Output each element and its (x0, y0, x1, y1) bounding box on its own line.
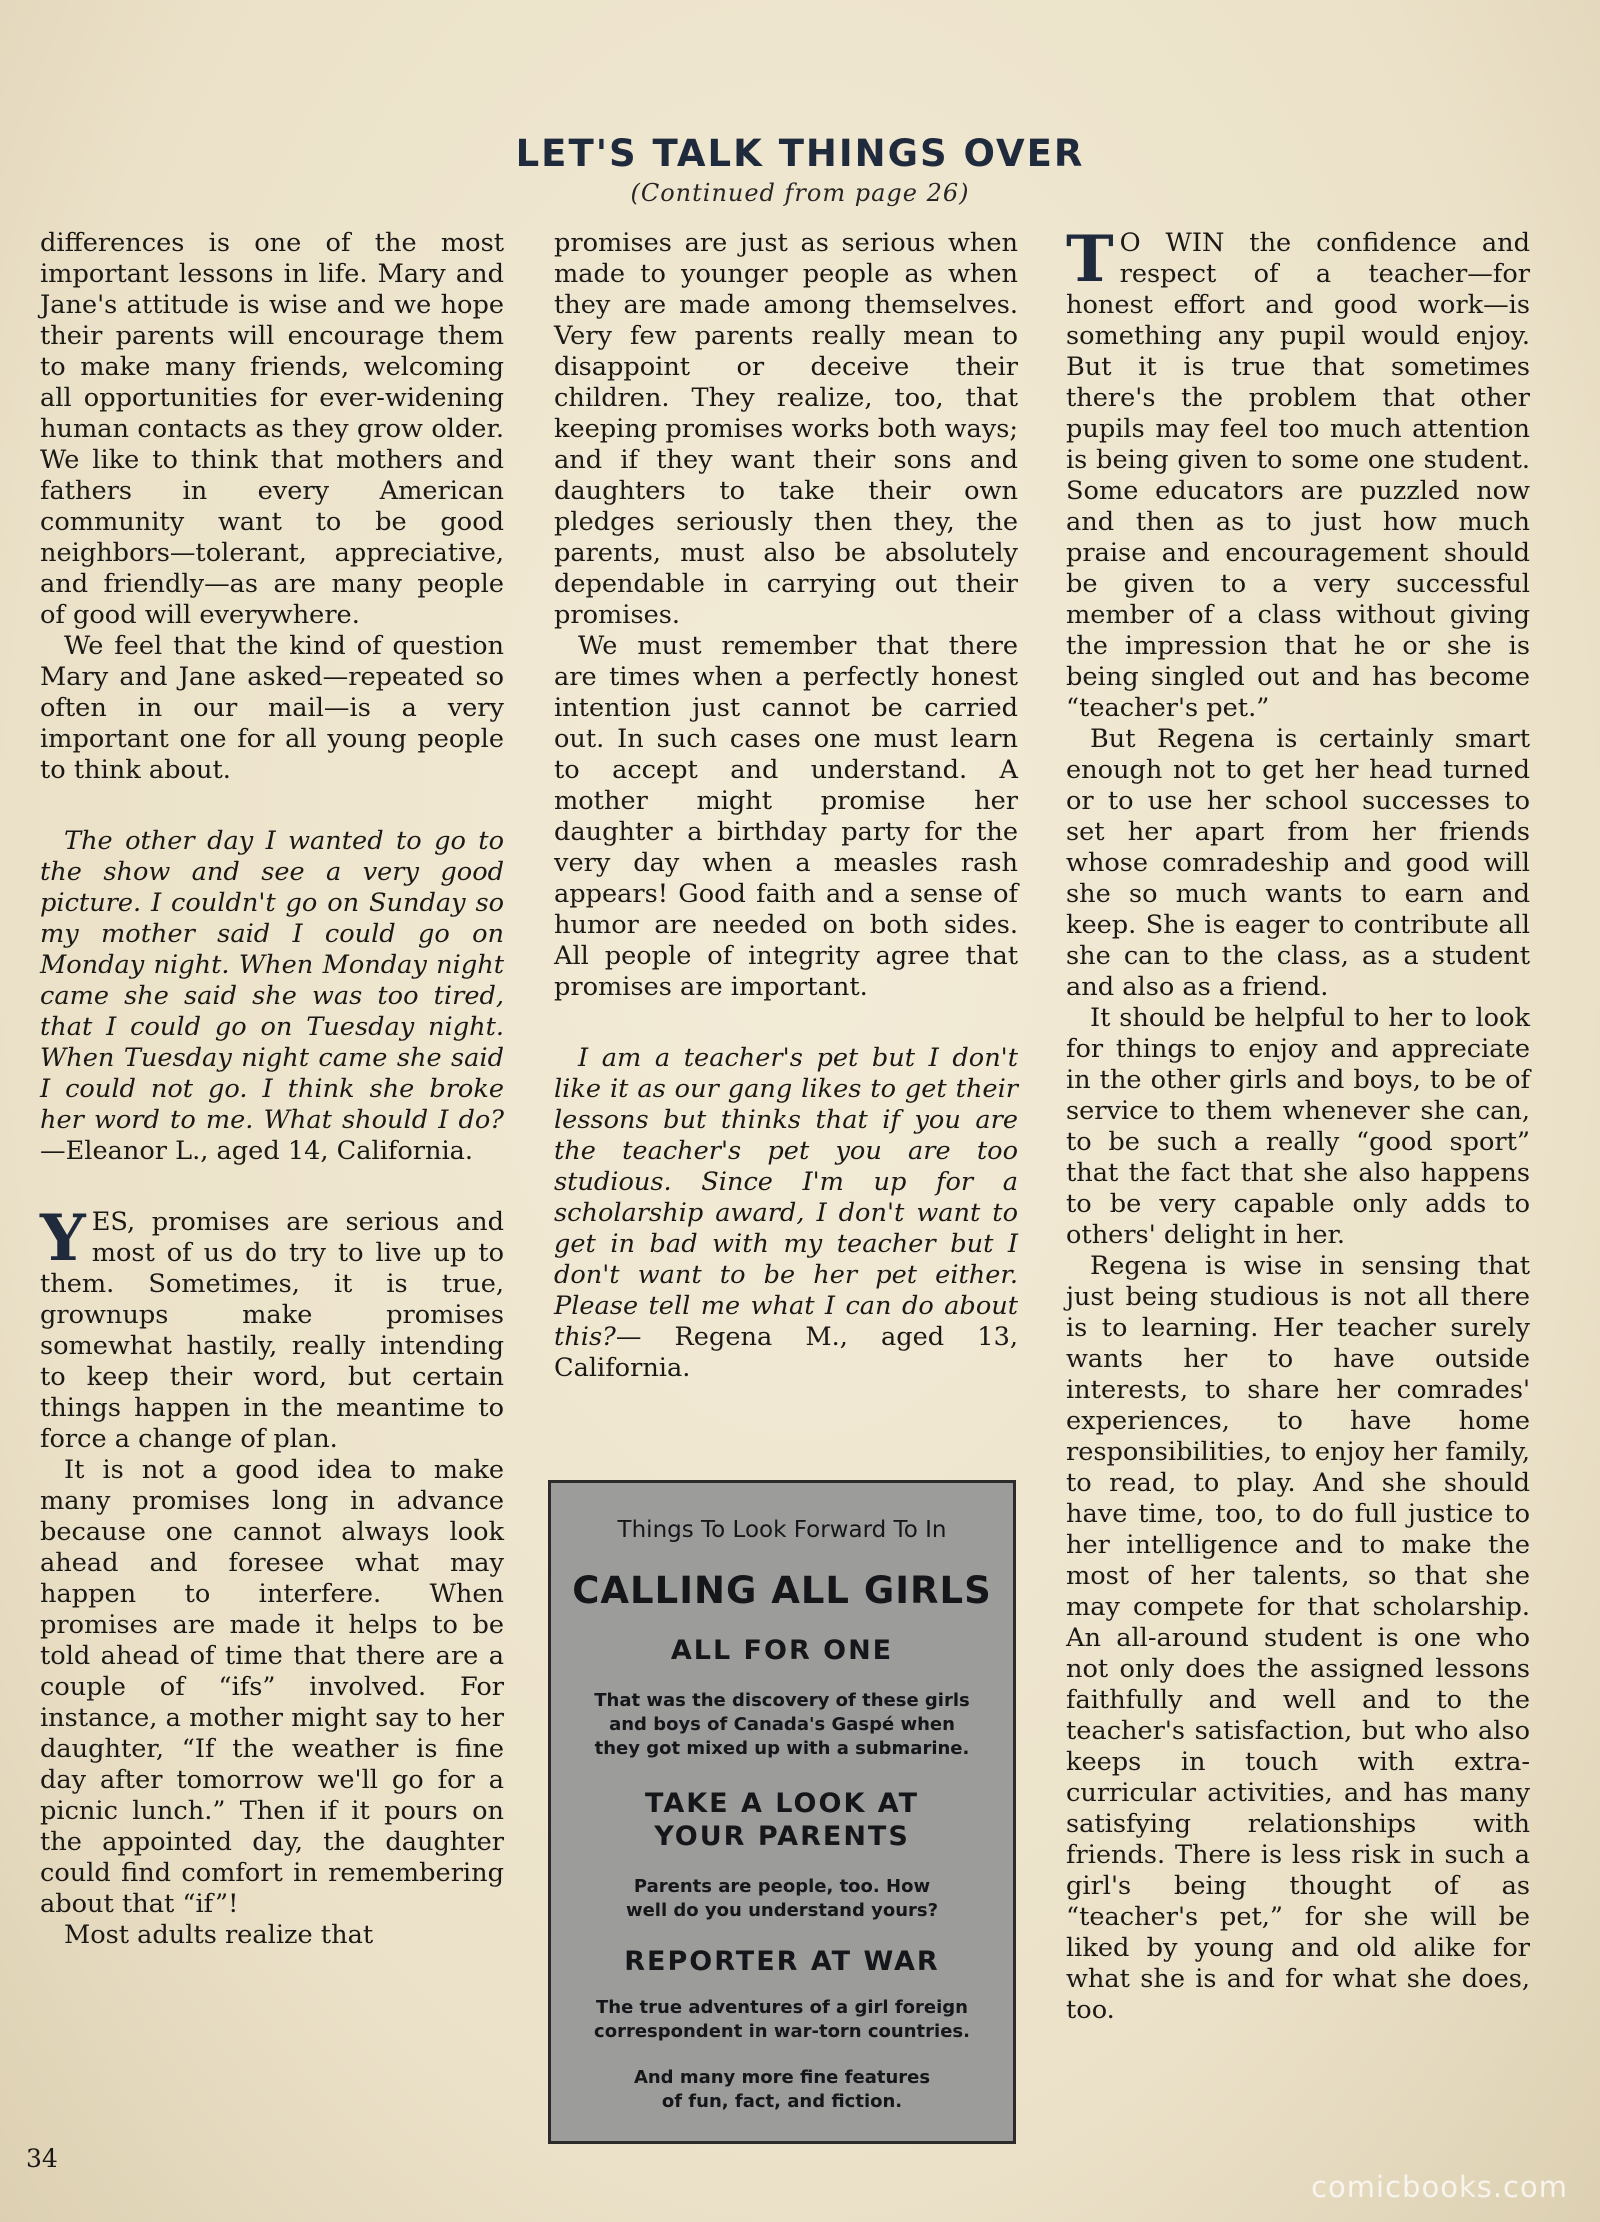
letter-signature: —Eleanor L., aged 14, California. (40, 1136, 474, 1166)
answer-text: ES, promises are serious and most of us do try to live up to them. Sometimes, it is true, grownups make promises somewhat hastily, really intending to keep their word, but certain things happen in the meantime to force a change of plan. (40, 1207, 504, 1454)
column-1 (40, 228, 504, 1951)
paragraph: Regena is wise in sensing that just being studious is not all there is to learning. Her teacher surely wants her to have outside interests, to share her comrades' experiences, to have home responsibilities, to enjoy her family, to read, to play. And she should have time, too, to do full justice to her intelligence and to make the most of her talents, so that she may compete for that scholarship. An all-around student is one who not only does the assigned lessons faithfully and well and to the teacher's satisfaction, but who also keeps in touch with extra-curricular activities, and has many satisfying relationships with friends. There is less risk in such a girl's being thought of as “teacher's pet,” for she will be liked by young and old alike for what she is and for what she does, too. (1066, 1251, 1530, 2025)
paragraph: promises are just as serious when made to younger people as when they are made among themselves. Very few parents really mean to disappoint or deceive their children. They realize, too, that keeping promises works both ways; and if they want their sons and daughters to take their own pledges seriously then they, the parents, must also be absolutely dependable in carrying out their promises. (554, 228, 1018, 630)
feature-title: TAKE A LOOK AT YOUR PARENTS (645, 1788, 919, 1852)
paragraph: But Regena is certainly smart enough not to get her head turned or to use her school successes to set her apart from her friends whose comradeship and good will she so much wants to earn and keep. She is eager to contribute all she can to the class, as a student and also as a friend. (1066, 724, 1530, 1002)
paragraph: We feel that the kind of question Mary and Jane asked—repeated so often in our mail—is a very important one for all young people to think about. (40, 631, 504, 785)
drop-cap: T (1066, 222, 1114, 297)
answer-paragraph (40, 1201, 504, 1455)
promo-box (548, 1480, 1016, 2144)
reader-letter (554, 1043, 1018, 1384)
page-number: 34 (26, 2144, 58, 2173)
feature-body: That was the discovery of these girls and boys of Canada's Gaspé when they got mixed up with a submarine. (594, 1690, 970, 1759)
reader-letter (40, 826, 504, 1167)
paragraph: Most adults realize that (64, 1920, 374, 1950)
article-header (0, 132, 1600, 207)
page-title: LET'S TALK THINGS OVER (515, 132, 1085, 175)
promo-closing: And many more fine features of fun, fact, and fiction. (633, 2067, 931, 2112)
answer-text: O WIN the confidence and respect of a teacher—for honest effort and good work—is something any pupil would enjoy. But it is true that sometimes there's the problem that other pupils may feel too much attention is being given to some one student. Some educators are puzzled now and then as to just how much praise and encouragement should be given to a very successful member of a class without giving the impression that he or she is being singled out and has become “teacher's pet.” (1066, 228, 1530, 723)
column-3 (1066, 222, 1530, 2026)
paragraph: We must remember that there are times when a perfectly honest intention just cannot be carried out. In such cases one must learn to accept and understand. A mother might promise her daughter a birthday party for the very day when a measles rash appears! Good faith and a sense of humor are needed on both sides. All people of integrity agree that promises are important. (554, 631, 1018, 1002)
letter-signature: — Regena M., aged 13, California. (554, 1322, 1018, 1383)
letter-text: The other day I wanted to go to the show and see a very good picture. I couldn't go on Sunday so my mother said I could go on Monday night. When Monday night came she said she was too tired, that I could go on Tuesday night. When Tuesday night came she said I could not go. I think she broke her word to me. What should I do? (40, 826, 504, 1135)
paragraph: It is not a good idea to make many promises long in advance because one cannot always look ahead and foresee what may happen to interfere. When promises are made it helps to be told ahead of time that there are a couple of “ifs” involved. For instance, a mother might say to her daughter, “If the weather is fine day after tomorrow we'll go for a picnic lunch.” Then if it pours on the appointed day, the daughter could find comfort in remembering about that “if”! (40, 1455, 504, 1919)
feature-title: REPORTER AT WAR (624, 1946, 940, 1977)
watermark: comicbooks.com (1311, 2170, 1568, 2204)
paragraph: differences is one of the most important lessons in life. Mary and Jane's attitude is wise and we hope their parents will encourage them to make many friends, welcoming all opportunities for ever-widening human contacts as they grow older. We like to think that mothers and fathers in every American community want to be good neighbors—tolerant, appreciative, and friendly—as are many people of good will everywhere. (40, 228, 504, 630)
feature-body: The true adventures of a girl foreign correspondent in war-torn countries. (594, 1997, 970, 2042)
feature-body: Parents are people, too. How well do you understand yours? (625, 1876, 939, 1921)
drop-cap: Y (40, 1201, 86, 1276)
feature-title: ALL FOR ONE (670, 1635, 894, 1666)
letter-text: I am a teacher's pet but I don't like it as our gang likes to get their lessons but thinks that if you are the teacher's pet you are too studious. Since I'm up for a scholarship award, I don't want to get in bad with my teacher but I don't want to be her pet either. Please tell me what I can do about this? (554, 1043, 1018, 1352)
continued-note: (Continued from page 26) (630, 179, 970, 207)
promo-intro: Things To Look Forward To In (617, 1517, 947, 1543)
column-2 (554, 228, 1018, 1384)
promo-brand: CALLING ALL GIRLS (572, 1569, 992, 1612)
answer-paragraph (1066, 222, 1530, 724)
paragraph: It should be helpful to her to look for things to enjoy and appreciate in the other girls and boys, to be of service to them whenever she can, to be such a really “good sport” that the fact that she also happens to be very capable only adds to others' delight in her. (1066, 1003, 1530, 1250)
